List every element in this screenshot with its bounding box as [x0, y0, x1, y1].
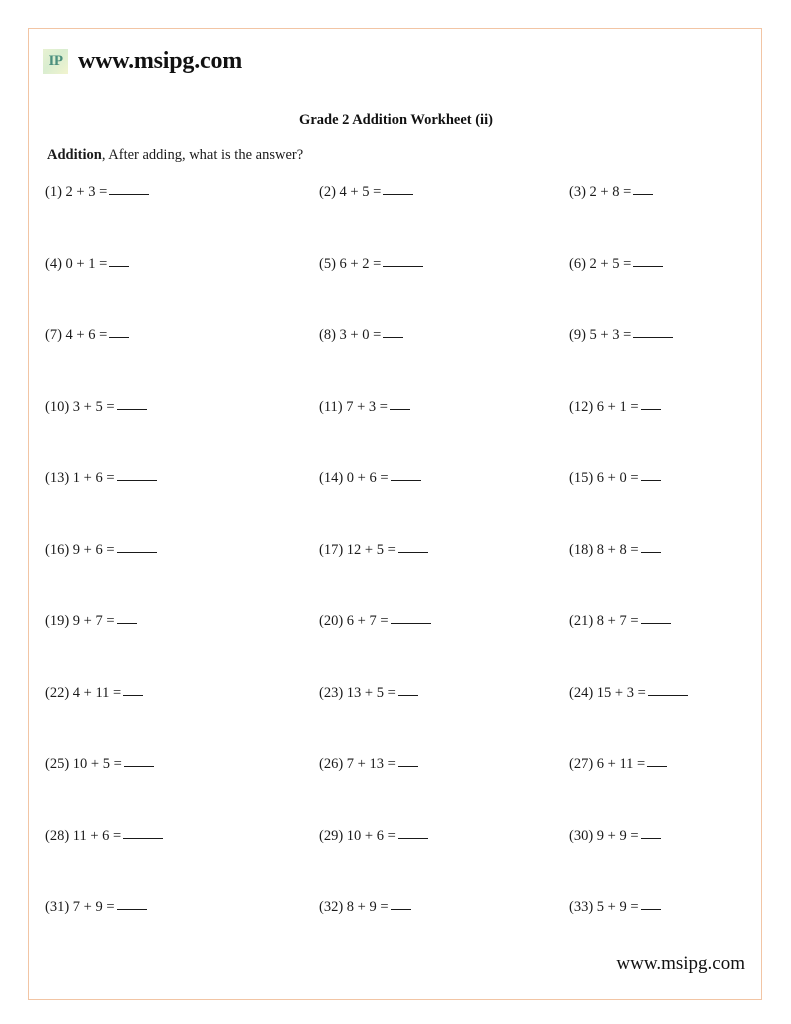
- problem-item: [45, 826, 163, 846]
- problem-number: (28): [45, 827, 70, 844]
- problem-number: (12): [569, 398, 594, 415]
- problem-item: [319, 182, 413, 202]
- answer-blank[interactable]: [383, 253, 423, 267]
- problem-expression: 5 + 9 =: [596, 899, 639, 915]
- problem-item: [45, 254, 129, 274]
- problem-item: [569, 683, 688, 703]
- problem-number: (25): [45, 756, 70, 772]
- footer-site-url: www.msipg.com: [616, 953, 745, 974]
- problem-number: (21): [569, 613, 594, 629]
- problem-row: [29, 826, 763, 898]
- problem-item: [319, 826, 428, 846]
- problem-expression: 10 + 5 =: [72, 756, 122, 772]
- problem-expression: 4 + 6 =: [65, 327, 108, 343]
- problem-row: [29, 397, 763, 469]
- problem-expression: 0 + 6 =: [346, 470, 389, 486]
- answer-blank[interactable]: [633, 324, 673, 338]
- problem-row: [29, 182, 763, 254]
- problem-row: [29, 754, 763, 826]
- answer-blank[interactable]: [109, 253, 129, 267]
- answer-blank[interactable]: [124, 753, 154, 767]
- problem-number: (2): [319, 184, 336, 200]
- problem-item: [569, 325, 673, 345]
- problem-expression: 2 + 3 =: [65, 184, 108, 200]
- problem-expression: 11 + 6 =: [72, 827, 122, 844]
- problem-number: (18): [569, 541, 594, 558]
- problem-number: (7): [45, 327, 62, 343]
- instruction-rest: , After adding, what is the answer?: [101, 147, 304, 163]
- problems-grid: [29, 182, 763, 969]
- problem-row: [29, 540, 763, 612]
- answer-blank[interactable]: [117, 539, 157, 553]
- problem-item: [45, 468, 157, 488]
- problem-number: (24): [569, 684, 594, 701]
- answer-blank[interactable]: [123, 825, 163, 839]
- page-border-frame: [28, 28, 762, 1000]
- problem-expression: 0 + 1 =: [65, 255, 108, 272]
- problem-expression: 4 + 11 =: [72, 684, 122, 701]
- problem-item: [569, 897, 661, 917]
- problem-expression: 3 + 5 =: [72, 398, 115, 415]
- problem-expression: 10 + 6 =: [346, 827, 396, 844]
- instruction-lead: Addition: [47, 147, 102, 163]
- problem-item: [569, 611, 671, 631]
- problem-row: [29, 254, 763, 326]
- problem-row: [29, 325, 763, 397]
- problem-item: [45, 897, 147, 917]
- problem-expression: 6 + 2 =: [339, 255, 382, 272]
- problem-expression: 4 + 5 =: [339, 184, 382, 200]
- problem-number: (27): [569, 756, 594, 772]
- problem-expression: 8 + 9 =: [346, 899, 389, 915]
- problem-expression: 6 + 0 =: [596, 470, 639, 486]
- problem-expression: 7 + 13 =: [346, 756, 396, 772]
- problem-item: [319, 254, 423, 274]
- problem-item: [319, 468, 421, 488]
- answer-blank[interactable]: [391, 467, 421, 481]
- problem-item: [319, 540, 428, 560]
- answer-blank[interactable]: [641, 396, 661, 410]
- problem-item: [569, 540, 661, 560]
- problem-item: [319, 611, 431, 631]
- problem-number: (20): [319, 613, 344, 629]
- problem-number: (19): [45, 613, 70, 629]
- answer-blank[interactable]: [641, 896, 661, 910]
- problem-item: [569, 826, 661, 846]
- site-logo-icon: IP: [43, 49, 68, 74]
- problem-expression: 8 + 7 =: [596, 613, 639, 629]
- answer-blank[interactable]: [641, 610, 671, 624]
- problem-row: [29, 611, 763, 683]
- problem-number: (23): [319, 684, 344, 701]
- answer-blank[interactable]: [398, 539, 428, 553]
- problem-number: (26): [319, 756, 344, 772]
- problem-number: (14): [319, 470, 344, 486]
- answer-blank[interactable]: [398, 825, 428, 839]
- answer-blank[interactable]: [109, 181, 149, 195]
- problem-item: [569, 182, 653, 202]
- problem-number: (4): [45, 255, 62, 272]
- problem-expression: 12 + 5 =: [346, 541, 396, 558]
- problem-item: [569, 754, 667, 774]
- problem-item: [569, 468, 661, 488]
- problem-number: (13): [45, 470, 70, 486]
- answer-blank[interactable]: [390, 396, 410, 410]
- answer-blank[interactable]: [117, 896, 147, 910]
- problem-item: [45, 397, 147, 417]
- problem-number: (8): [319, 327, 336, 343]
- problem-number: (16): [45, 541, 70, 558]
- problem-number: (33): [569, 899, 594, 915]
- site-title: www.msipg.com: [78, 48, 243, 74]
- problem-row: [29, 683, 763, 755]
- problem-expression: 9 + 6 =: [72, 541, 115, 558]
- problem-expression: 6 + 7 =: [346, 613, 389, 629]
- problem-item: [45, 540, 157, 560]
- problem-item: [319, 325, 403, 345]
- answer-blank[interactable]: [633, 253, 663, 267]
- instruction-line: [47, 147, 303, 164]
- problem-expression: 7 + 9 =: [72, 899, 115, 915]
- answer-blank[interactable]: [398, 682, 418, 696]
- answer-blank[interactable]: [117, 396, 147, 410]
- problem-item: [319, 897, 411, 917]
- answer-blank[interactable]: [391, 896, 411, 910]
- problem-number: (9): [569, 327, 586, 343]
- problem-item: [319, 754, 418, 774]
- problem-number: (3): [569, 184, 586, 200]
- problem-item: [319, 397, 410, 417]
- answer-blank[interactable]: [647, 753, 667, 767]
- problem-number: (32): [319, 899, 344, 915]
- problem-expression: 2 + 8 =: [589, 184, 632, 200]
- problem-expression: 7 + 3 =: [346, 398, 388, 415]
- problem-number: (11): [319, 398, 343, 415]
- problem-item: [45, 182, 149, 202]
- problem-row: [29, 468, 763, 540]
- problem-number: (30): [569, 827, 594, 844]
- page-title: Grade 2 Addition Workheet (ii): [299, 112, 493, 128]
- problem-item: [319, 683, 418, 703]
- problem-expression: 9 + 9 =: [596, 827, 639, 844]
- answer-blank[interactable]: [648, 682, 688, 696]
- problem-expression: 6 + 1 =: [596, 398, 639, 415]
- problem-expression: 5 + 3 =: [589, 327, 632, 343]
- answer-blank[interactable]: [391, 610, 431, 624]
- problem-number: (6): [569, 255, 586, 272]
- answer-blank[interactable]: [633, 181, 653, 195]
- answer-blank[interactable]: [641, 467, 661, 481]
- problem-expression: 9 + 7 =: [72, 613, 115, 629]
- problem-number: (1): [45, 184, 62, 200]
- problem-number: (29): [319, 827, 344, 844]
- answer-blank[interactable]: [383, 324, 403, 338]
- problem-expression: 2 + 5 =: [589, 255, 632, 272]
- problem-item: [45, 683, 143, 703]
- problem-item: [45, 754, 154, 774]
- problem-number: (22): [45, 684, 70, 701]
- answer-blank[interactable]: [641, 539, 661, 553]
- problem-number: (17): [319, 541, 344, 558]
- problem-item: [569, 254, 663, 274]
- answer-blank[interactable]: [383, 181, 413, 195]
- problem-number: (15): [569, 470, 594, 486]
- problem-expression: 1 + 6 =: [72, 470, 115, 486]
- problem-item: [45, 611, 137, 631]
- problem-number: (31): [45, 899, 70, 915]
- problem-expression: 13 + 5 =: [346, 684, 396, 701]
- answer-blank[interactable]: [398, 753, 418, 767]
- worksheet-content: [29, 29, 763, 1001]
- answer-blank[interactable]: [117, 610, 137, 624]
- problem-item: [569, 397, 661, 417]
- problem-number: (5): [319, 255, 336, 272]
- answer-blank[interactable]: [117, 467, 157, 481]
- problem-expression: 3 + 0 =: [339, 327, 382, 343]
- problem-expression: 6 + 11 =: [596, 756, 646, 772]
- answer-blank[interactable]: [109, 324, 129, 338]
- problem-expression: 8 + 8 =: [596, 541, 639, 558]
- problem-item: [45, 325, 129, 345]
- problem-expression: 15 + 3 =: [596, 684, 646, 701]
- answer-blank[interactable]: [123, 682, 143, 696]
- site-header: [43, 48, 242, 75]
- answer-blank[interactable]: [641, 825, 661, 839]
- problem-number: (10): [45, 398, 70, 415]
